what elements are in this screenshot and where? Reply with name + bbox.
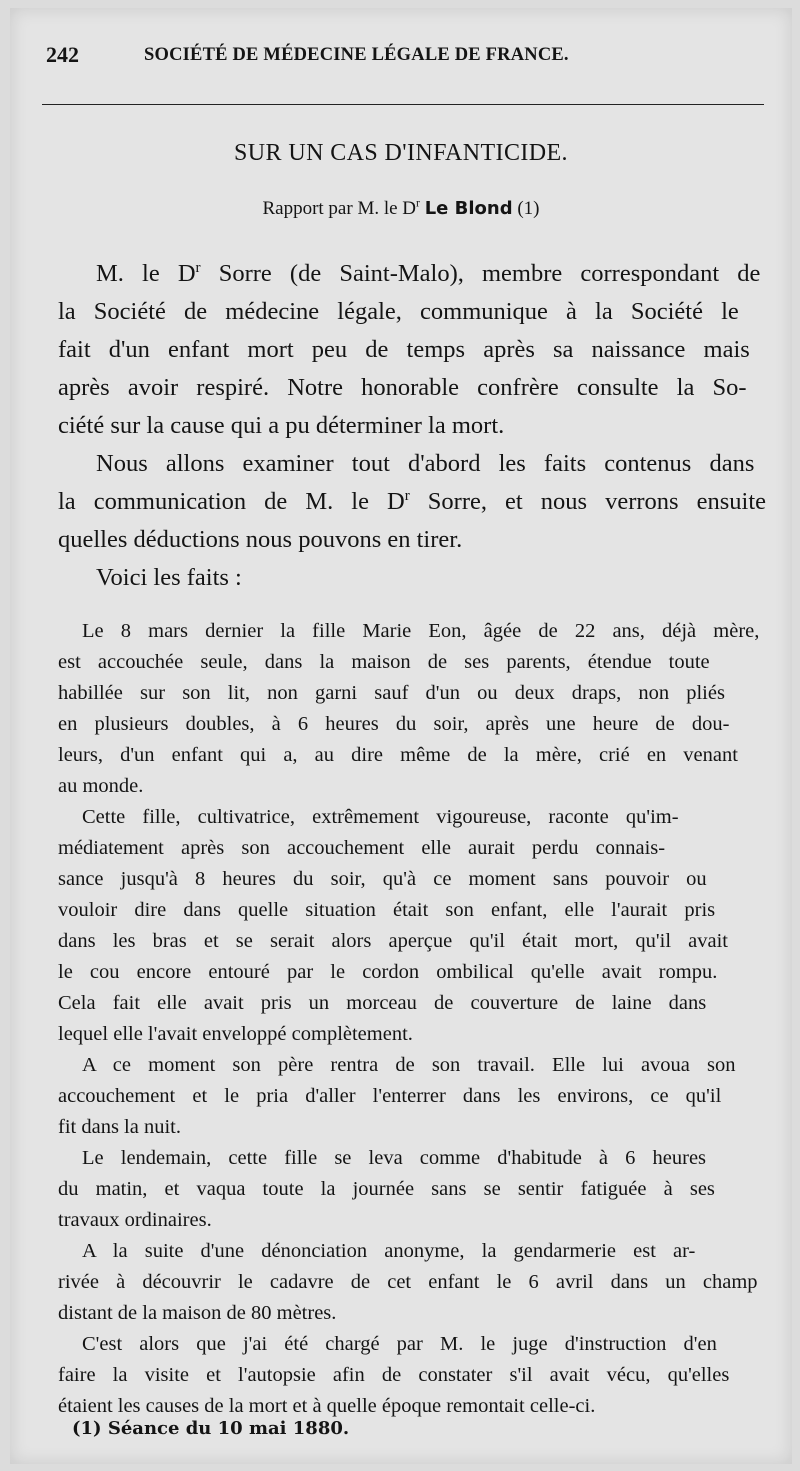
body-line-text: Nous allons examiner tout d'abord les faits contenus dans: [96, 450, 755, 477]
body-line: Le 8 mars dernier la fille Marie Eon, âgée de 22 ans, déjà mère,: [82, 620, 760, 642]
body-line: Cela fait elle avait pris un morceau de couverture de laine dans: [58, 992, 707, 1014]
body-line: [96, 260, 760, 288]
page-number: 242: [46, 42, 79, 67]
byline: [10, 198, 792, 220]
body-line: C'est alors que j'ai été chargé par M. le juge d'instruction d'en: [82, 1333, 717, 1355]
body-line: rivée à découvrir le cadavre de cet enfant le 6 avril dans un champ: [58, 1271, 758, 1293]
body-line: travaux ordinaires.: [58, 1209, 212, 1231]
body-line: dans les bras et se serait alors aperçue qu'il était mort, qu'il avait: [58, 930, 728, 952]
body-line-text: ciété sur la cause qui a pu déterminer la mort.: [58, 412, 505, 439]
running-title: SOCIÉTÉ DE MÉDECINE LÉGALE DE FRANCE.: [144, 45, 569, 65]
body-line: [58, 374, 747, 402]
body-line: étaient les causes de la mort et à quelle époque remontait celle-ci.: [58, 1395, 596, 1417]
body-line: habillée sur son lit, non garni sauf d'un ou deux draps, non pliés: [58, 682, 725, 704]
body-line: est accouchée seule, dans la maison de ses parents, étendue toute: [58, 651, 710, 673]
body-line: [96, 450, 754, 478]
byline-prefix: Rapport par M. le D: [262, 198, 417, 219]
document-page: [10, 8, 792, 1464]
body-line: A la suite d'une dénonciation anonyme, la gendarmerie est ar-: [82, 1240, 696, 1262]
body-line: Cette fille, cultivatrice, extrêmement vigoureuse, raconte qu'im-: [82, 806, 679, 828]
body-line: leurs, d'un enfant qui a, au dire même de la mère, crié en venant: [58, 744, 738, 766]
article-title: SUR UN CAS D'INFANTICIDE.: [234, 140, 568, 166]
byline-sup: r: [416, 196, 420, 210]
body-line: A ce moment son père rentra de son travail. Elle lui avoua son: [82, 1054, 736, 1076]
body-line: sance jusqu'à 8 heures du soir, qu'à ce moment sans pouvoir ou: [58, 868, 707, 890]
body-line: accouchement et le pria d'aller l'enterrer dans les environs, ce qu'il: [58, 1085, 722, 1107]
body-line: en plusieurs doubles, à 6 heures du soir, après une heure de dou-: [58, 713, 730, 735]
body-line-sup: r: [404, 486, 410, 504]
body-line: au monde.: [58, 775, 144, 797]
body-line: le cou encore entouré par le cordon ombilical qu'elle avait rompu.: [58, 961, 718, 983]
body-line: [58, 412, 504, 440]
header-rule: [42, 104, 764, 105]
body-line-text: la Société de médecine légale, communique à la Société le: [58, 298, 739, 325]
page-header: [46, 42, 766, 72]
body-line: [96, 564, 242, 592]
body-line-text: quelles déductions nous pouvons en tirer.: [58, 526, 463, 553]
body-line: Le lendemain, cette fille se leva comme d'habitude à 6 heures: [82, 1147, 707, 1169]
body-line: [58, 336, 750, 364]
body-line-text: M. le D: [96, 260, 196, 287]
body-line-sup: r: [195, 258, 201, 276]
byline-note: (1): [512, 198, 540, 219]
body-line-text: fait d'un enfant mort peu de temps après sa naissance mais: [58, 336, 750, 363]
body-line-text: la communication de M. le D: [58, 488, 405, 515]
body-line-text: Voici les faits :: [96, 564, 242, 591]
body-line: médiatement après son accouchement elle aurait perdu connais-: [58, 837, 666, 859]
body-line: [58, 488, 766, 516]
body-line: du matin, et vaqua toute la journée sans se sentir fatiguée à ses: [58, 1178, 715, 1200]
body-line: [58, 526, 462, 554]
body-line: distant de la maison de 80 mètres.: [58, 1302, 337, 1324]
byline-author: Le Blond: [424, 198, 513, 219]
body-line-text: après avoir respiré. Notre honorable confrère consulte la So-: [58, 374, 747, 401]
body-line: lequel elle l'avait enveloppé complètement.: [58, 1023, 413, 1045]
body-line-rest: Sorre (de Saint-Malo), membre correspondant de: [200, 260, 761, 287]
body-line: [58, 298, 739, 326]
footnote: (1) Séance du 10 mai 1880.: [72, 1418, 350, 1439]
body-line-rest: Sorre, et nous verrons ensuite: [409, 488, 766, 515]
body-line: fit dans la nuit.: [58, 1116, 181, 1138]
body-line: vouloir dire dans quelle situation était son enfant, elle l'aurait pris: [58, 899, 716, 921]
body-line: faire la visite et l'autopsie afin de constater s'il avait vécu, qu'elles: [58, 1364, 730, 1386]
